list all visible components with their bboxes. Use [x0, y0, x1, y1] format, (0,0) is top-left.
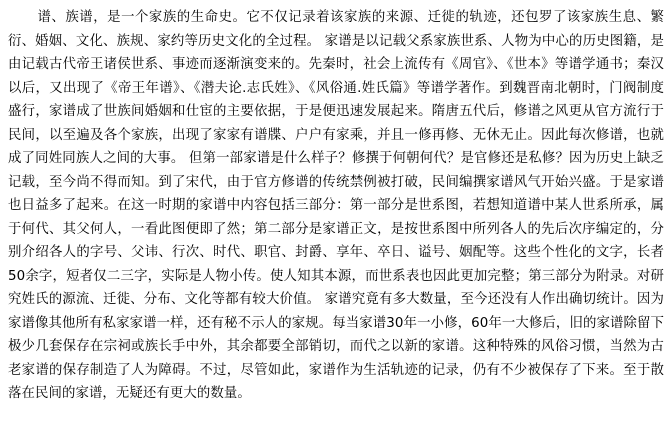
article-paragraph: 谱、族谱，是一个家族的生命史。它不仅记录着该家族的来源、迁徙的轨迹，还包罗了该家族生息、繁衍、婚姻、文化、族规、家约等历史文化的全过程。 家谱是以记载父系家族世系、人物为中心的历史图籍，是由记载古代帝王诸侯世系、事迹而逐渐演变来的。先秦时，社会上流传有《周官》、《世本》等谱学通书；秦汉以后，又出现了《帝王年谱》、《潜夫论.志氏姓》、《风俗通.姓氏篇》等谱学著作。到魏晋南北朝时，门阀制度盛行，家谱成了世族间婚姻和仕宦的主要依据，于是便迅速发展起来。隋唐五代后，修谱之风更从官方流行于民间，以至遍及各个家族，出现了家家有谱牒、户户有家乘，并且一修再修、无休无止。因此每次修谱，也就成了同姓同族人之间的大事。 但第一部家谱是什么样子？修撰于何朝何代？是官修还是私修？因为历史上缺乏记载，至今尚不得而知。到了宋代，由于官方修谱的传统禁例被打破，民间编撰家谱风气开始兴盛。于是家谱也日益多了起来。在这一时期的家谱中内容包括三部分：第一部分是世系图，若想知道谱中某人世系所承，属于何代、其父何人，一看此图便即了然；第二部分是家谱正文，是按世系图中所列各人的先后次序编定的，分别介绍各人的字号、父讳、行次、时代、职官、封爵、享年、卒日、谥号、姻配等。这些个性化的文字，长者50余字，短者仅二三字，实际是人物小传。使人知其本源，而世系表也因此更加完整；第三部分为附录。对研究姓氏的源流、迁徙、分布、文化等都有较大价值。 家谱究竟有多大数量，至今还没有人作出确切统计。因为家谱像其他所有私家家谱一样，还有秘不示人的家规。每当家谱30年一小修，60年一大修后，旧的家谱除留下极少几套保存在宗祠或族长手中外，其余都要全部销切，而代之以新的家谱。这种特殊的风俗习惯，当然为古老家谱的保存制造了人为障碍。不过，尽管如此，家谱作为生活轨迹的记录，仍有不少被保存了下来。至于散落在民间的家谱，无疑还有更大的数量。 [8, 10, 664, 401]
